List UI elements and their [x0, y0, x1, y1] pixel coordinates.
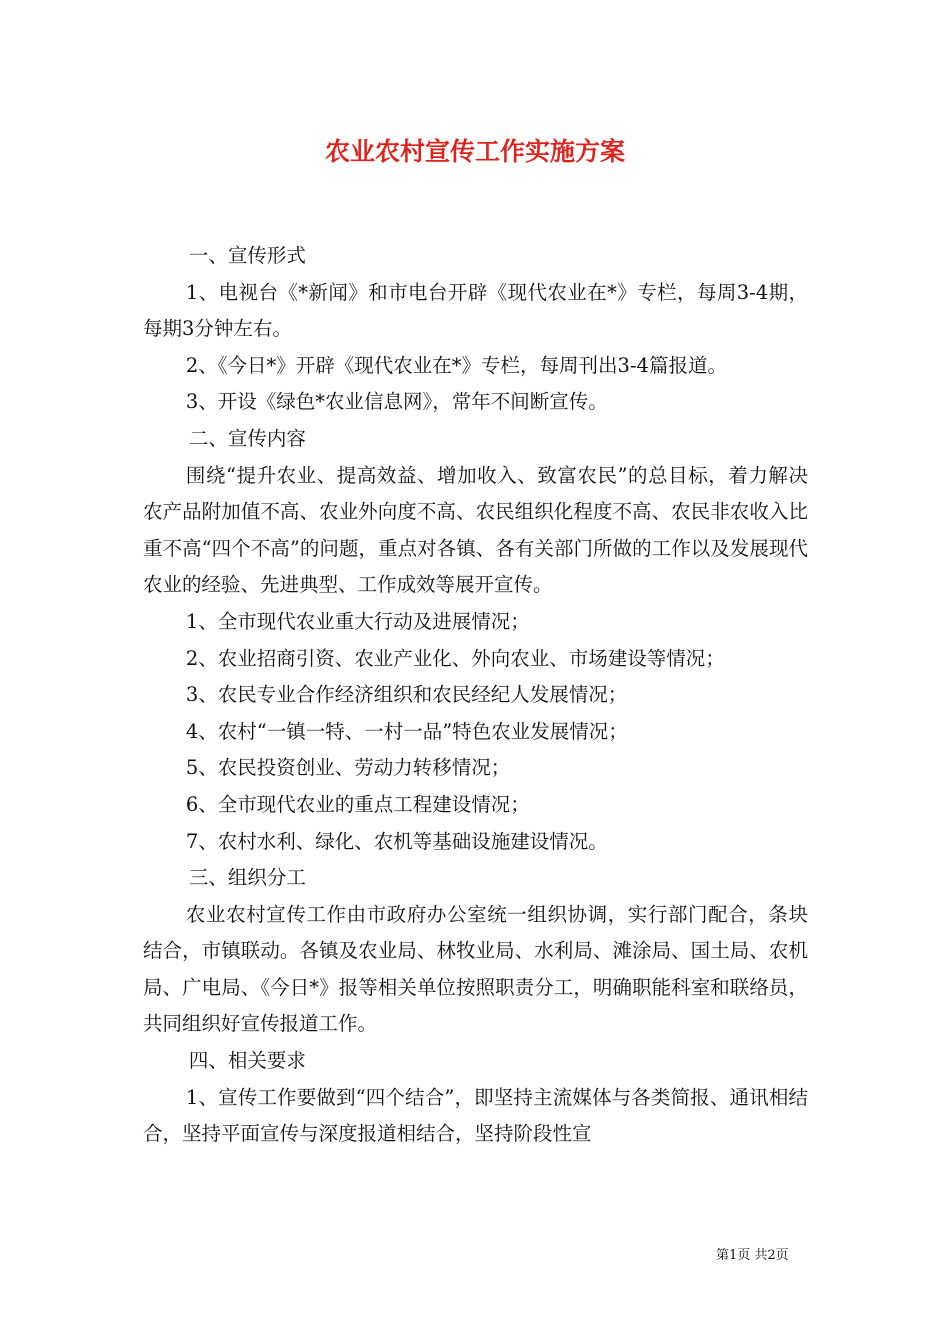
- section-heading-4: 四、相关要求: [188, 1049, 306, 1073]
- list-item-4: 4、农村“一镇一特、一村一品”特色农业发展情况；: [185, 719, 628, 743]
- paragraph-1: 1、电视台《*新闻》和市电台开辟《现代农业在*》专栏，每周3-4期，每期3分钟左右。: [143, 280, 808, 341]
- document-title: 农业农村宣传工作实施方案: [324, 137, 625, 166]
- paragraph-2: 2、《今日*》开辟《现代农业在*》专栏，每周刊出3-4篇报道。: [185, 353, 727, 377]
- list-item-6: 6、全市现代农业的重点工程建设情况；: [185, 792, 530, 816]
- list-item-5: 5、农民投资创业、劳动力转移情况；: [185, 756, 511, 780]
- paragraph-4: 围绕“提升农业、提高效益、增加收入、致富农民”的总目标，着力解决农产品附加值不高、农业外向度不高、农民组织化程度不高、农民非农收入比重不高“四个不高”的问题，重点对各镇、各有关部门所做的工作以及发展现代农业的经验、先进典型、工作成效等展开宣传。: [143, 463, 808, 597]
- paragraph-5: 农业农村宣传工作由市政府办公室统一组织协调，实行部门配合，条块结合，市镇联动。各镇及农业局、林牧业局、水利局、滩涂局、国土局、农机局、广电局、《今日*》报等相关单位按照职责分工，明确职能科室和联络员，共同组织好宣传报道工作。: [143, 902, 808, 1036]
- section-heading-1: 一、宣传形式: [188, 244, 306, 267]
- paragraph-3: 3、开设《绿色*农业信息网》，常年不间断宣传。: [185, 390, 608, 414]
- section-heading-2: 二、宣传内容: [188, 426, 306, 450]
- list-item-2: 2、农业招商引资、农业产业化、外向农业、市场建设等情况；: [185, 646, 725, 670]
- list-item-3: 3、农民专业合作经济组织和农民经纪人发展情况；: [185, 683, 628, 707]
- list-item-1: 1、全市现代农业重大行动及进展情况；: [185, 609, 530, 633]
- paragraph-6: 1、宣传工作要做到“四个结合”，即坚持主流媒体与各类简报、通讯相结合，坚持平面宣传与深度报道相结合，坚持阶段性宣: [143, 1085, 808, 1146]
- section-heading-3: 三、组织分工: [188, 866, 306, 890]
- page-number-footer: 第1页 共2页: [716, 1248, 789, 1263]
- document-body: [143, 238, 808, 1153]
- list-item-7: 7、农村水利、绿化、农机等基础设施建设情况。: [185, 829, 608, 853]
